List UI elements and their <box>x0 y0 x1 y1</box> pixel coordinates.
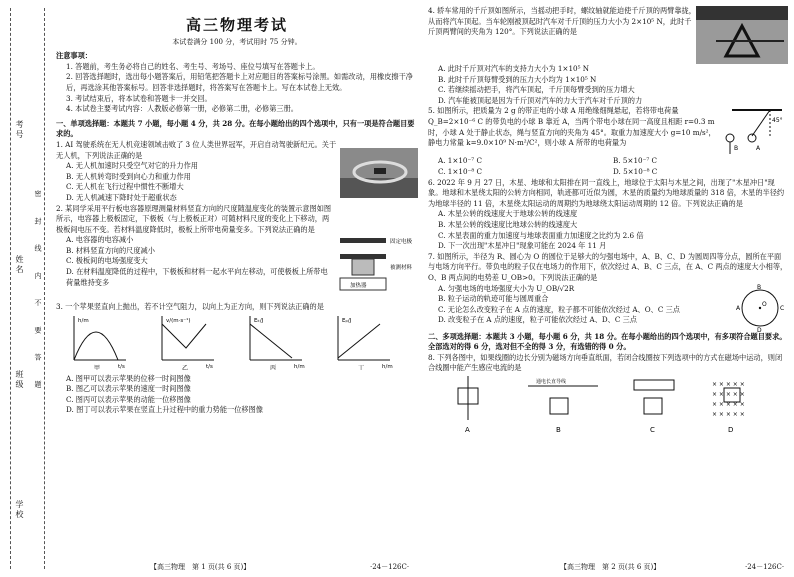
question-4-stem: 4. 轿车常用的千斤顶如图所示，当摇动把手时，螺纹轴就能迫使千斤顶的两臂靠拢，从而将汽车顶起。当车轮刚被顶起时汽车对千斤顶的压力大小为 2×10⁵ N，此时千斤顶两臂间的夹角为 120°。下列说法正确的是 <box>428 6 696 37</box>
graph-ylabel: h/m <box>78 318 89 325</box>
class-label: 班级 <box>15 370 24 390</box>
svg-text:× × × × ×: × × × × × <box>712 400 745 408</box>
exam-number-label: 考号 <box>15 120 24 140</box>
option: C. 木星表面的重力加速度与地球表面重力加速度之比约为 2.6 倍 <box>438 230 644 240</box>
diagram-b <box>528 378 598 434</box>
option: C. 图丙可以表示苹果的动能一位移图像 <box>66 394 191 404</box>
graph-name: 丙 <box>270 365 277 371</box>
seal-text: 密 封 线 内 不 要 答 题 <box>34 190 42 397</box>
option: A. 此时千斤顶对汽车的支持力大小为 1×10⁵ N <box>438 64 590 73</box>
option: A. 1×10⁻⁷ C <box>438 156 482 166</box>
option: D. 无人机减速下降时处于超重状态 <box>66 192 177 202</box>
graph-ylabel: v/(m·s⁻¹) <box>166 318 191 325</box>
option: A. 匀强电场的电场强度大小为 U_OB/√2R <box>438 283 575 293</box>
option: D. 汽车能被顶起是因为千斤顶对汽车的力大于汽车对千斤顶的力 <box>438 95 643 105</box>
question-5 <box>428 106 788 156</box>
seal-line <box>44 8 45 569</box>
graph-name: 乙 <box>182 365 189 371</box>
car-jack-photo <box>696 6 788 64</box>
circle-field-diagram <box>732 284 788 332</box>
page-2-footer: 【高三物理 第 2 页(共 6 页)】 <box>560 563 661 571</box>
notice-item: 1. 答题前，考生务必将自己的姓名、考生号、考场号、座位号填写在答题卡上。 <box>66 61 320 71</box>
charged-ball-diagram <box>722 106 788 156</box>
graph-name: 丁 <box>358 365 365 371</box>
option: B. 此时千斤顶每臂受到的压力大小均为 1×10⁵ N <box>438 74 597 84</box>
point-b-label: B <box>757 283 762 291</box>
binding-strip <box>0 0 52 577</box>
option: A. 木星公转的线速度大于地球公转的线速度 <box>438 209 578 219</box>
question-4 <box>428 6 788 64</box>
option: D. 改变粒子在 A 点的速度，粒子可能依次经过 A、D、C 三点 <box>438 315 637 325</box>
diagram-d-label: D <box>728 425 734 434</box>
drone-photo <box>340 148 418 198</box>
exam-subtitle: 本试卷满分 100 分，考试用时 75 分钟。 <box>172 37 302 46</box>
point-a-label: A <box>736 304 741 312</box>
diagram-a-label: A <box>465 425 470 434</box>
page-2 <box>428 6 788 439</box>
question-1 <box>56 140 418 204</box>
question-3-stem: 3. 一个苹果竖直向上抛出，若不计空气阻力，以向上为正方向，则下列说法正确的是 <box>56 301 324 311</box>
option: B. 材料竖直方向的尺度减小 <box>66 245 155 255</box>
fixed-electrode-label: 固定电极 <box>390 238 413 245</box>
option: A. 无人机加速时只受空气对它的升力作用 <box>66 161 198 171</box>
question-6-stem: 6. 2022 年 9 月 27 日，木星、地球和太阳排在同一直线上，地球位于太阳与木星之间，出现了"木星冲日"现象。地球和木星绕太阳的公转方向相同，轨迹都可近似为圆，木星的质量约为地球质量的 318 倍，木星的半径约为地球半径的 11 倍，木星绕太阳运动的周期约为地球绕太阳运动周期的 12 倍。下列说法正确的是 <box>428 177 785 208</box>
question-1-stem: 1. AI 驾驶系统在无人机竞速领域击败了 3 位人类世界冠军，开启自动驾驶新纪元。关于无人机，下列说法正确的是 <box>56 139 337 160</box>
graph-yi <box>162 316 214 370</box>
page-2-code: ·24－126C· <box>745 563 785 571</box>
notice-item: 3. 考试结束后，将本试卷和答题卡一并交回。 <box>66 93 212 103</box>
ball-b-label: B <box>734 145 739 153</box>
wire-label: 通电长直导线 <box>536 378 567 385</box>
page-1-footer: 【高三物理 第 1 页(共 6 页)】 <box>150 563 251 571</box>
graph-xlabel: t/s <box>206 364 213 371</box>
graph-bing <box>250 316 305 370</box>
diagram-b-label: B <box>556 425 561 434</box>
heater-label: 加热器 <box>350 282 367 289</box>
question-5-stem: 5. 如图所示，把质量为 2 g 的带正电的小球 A 用绝缘细绳悬起，若将带电荷量 Q_B=2×10⁻⁶ C 的带负电的小球 B 靠近 A，当两个带电小球在同一高度且相距 r=0.3 m 时，小球 A 处于静止状态，绳与竖直方向的夹角为 45°。取重力加速度大小 g=10 m/s²，静电力常量 k=9.0×10⁹ N·m²/C²，则小球 A 所带的电荷量为 <box>428 106 716 148</box>
option: C. 1×10⁻⁸ C <box>438 166 483 176</box>
option: D. 图丁可以表示苹果在竖直上升过程中的重力势能一位移图像 <box>66 405 263 415</box>
graph-xlabel: h/m <box>382 364 393 371</box>
option: A. 图甲可以表示苹果的位移一时间图像 <box>66 373 191 383</box>
school-label: 学校 <box>15 500 24 520</box>
ball-a-label: A <box>756 145 761 153</box>
graph-xlabel: t/s <box>118 364 125 371</box>
diagram-d <box>712 381 745 434</box>
page-1-code: ·24－126C· <box>370 563 410 571</box>
section-2-heading: 二、多项选择题：本题共 3 小题，每小题 6 分，共 18 分。在每小题给出的四个选项中，有多项符合题目要求。全部选对的得 6 分，选对但不全的得 3 分，有选错的得 0 分。 <box>428 331 787 352</box>
page-1 <box>56 6 418 416</box>
notice-item: 2. 回答选择题时，选出每小题答案后，用铅笔把答题卡上对应题目的答案标号涂黑。如需改动，用橡皮擦干净后，再选涂其他答案标号。回答非选择题时，将答案写在答题卡上。写在本试卷上无效。 <box>66 72 413 92</box>
option: C. 无论怎么改变粒子在 A 点的速度，粒子都不可能依次经过 A、O、C 三点 <box>438 304 680 314</box>
option: B. 无人机转弯时受到向心力和重力作用 <box>66 171 191 181</box>
diagram-a <box>458 376 478 434</box>
option: C. 若继续摇动把手，将汽车顶起，千斤顶每臂受到的压力增大 <box>438 85 635 95</box>
option: D. 5×10⁻⁸ C <box>613 166 658 176</box>
question-5-options <box>428 156 788 167</box>
option: B. 木星公转的线速度比地球公转的线速度大 <box>438 219 578 229</box>
question-8-stem: 8. 下列各图中，如果线圈的边长分别为磁场方向垂直纸面，若闭合线圈按下列选项中的方式在磁场中运动，则闭合线圈中能产生感应电流的是 <box>428 352 783 373</box>
exam-title: 高三物理考试 <box>185 16 288 34</box>
option: B. 粒子运动的轨迹可能与圆周重合 <box>438 294 549 304</box>
angle-label: 45° <box>772 117 783 125</box>
question-2-stem: 2. 某同学采用平行板电容器原理测量材料竖直方向的尺度随温度变化的装置示意图如图所示，电容器上极板固定，下极板（与上极板正对）可随材料尺度的变化上下移动，两极板间电压不变。若材料温度降低时，极板上所带电荷量变多。下列说法正确的是 <box>56 203 332 234</box>
point-d-label: D <box>757 326 762 332</box>
motion-graphs <box>56 312 416 370</box>
name-label: 姓名 <box>15 255 24 275</box>
question-2 <box>56 204 418 302</box>
graph-ylabel: Eₚ/J <box>342 318 352 325</box>
svg-text:× × × × ×: × × × × × <box>712 410 745 418</box>
question-7-body <box>428 284 788 332</box>
material-label: 被测材料 <box>390 264 413 271</box>
option: A. 电容器的电容减小 <box>66 235 134 245</box>
option: D. 在材料温度降低的过程中，下极板和材料一起水平向左移动，可使极板上所带电荷量维持变多 <box>66 267 328 287</box>
graph-jia <box>74 316 126 370</box>
graph-name: 甲 <box>94 365 101 371</box>
graph-ylabel: Eₖ/J <box>254 318 264 325</box>
capacitor-diagram <box>334 234 418 302</box>
question-7-stem: 7. 如图所示，半径为 R、圆心为 O 的圆位于足够大的匀强电场中，A、B、C、D 为圆周四等分点，圆所在平面与电场方向平行。带负电的粒子仅在电场力的作用下，依次经过 A、B、C 三点，在 A、C 两点的速度大小相等，O、B 两点间的电势差 U_OB>0。下列说法正确的是 <box>428 251 788 282</box>
induction-diagrams <box>428 374 784 436</box>
option: D. 下一次出现"木星冲日"现象可能在 2024 年 11 月 <box>438 241 607 251</box>
notice-title: 注意事项： <box>56 51 92 61</box>
option: B. 图乙可以表示苹果的速度一时间图像 <box>66 384 191 394</box>
section-1-heading: 一、单项选择题：本题共 7 小题，每小题 4 分，共 28 分。在每小题给出的四个选项中，只有一项是符合题目要求的。 <box>56 118 415 139</box>
point-o-label: O <box>762 300 767 308</box>
diagram-c-label: C <box>650 425 655 434</box>
cut-line <box>10 8 11 569</box>
option: C. 无人机在飞行过程中惯性不断增大 <box>66 182 184 192</box>
option: C. 极板间的电场强度变大 <box>66 256 148 266</box>
option: B. 5×10⁻⁷ C <box>613 156 658 166</box>
point-c-label: C <box>780 304 785 312</box>
svg-text:× × × × ×: × × × × × <box>712 390 745 398</box>
notice-item: 4. 本试卷主要考试内容：人教版必修第一册，必修第二册，必修第三册。 <box>66 104 298 114</box>
diagram-c <box>634 380 674 434</box>
graph-ding <box>338 316 393 370</box>
svg-text:× × × × ×: × × × × × <box>712 380 745 388</box>
graph-xlabel: h/m <box>294 364 305 371</box>
question-5-options <box>428 167 788 178</box>
